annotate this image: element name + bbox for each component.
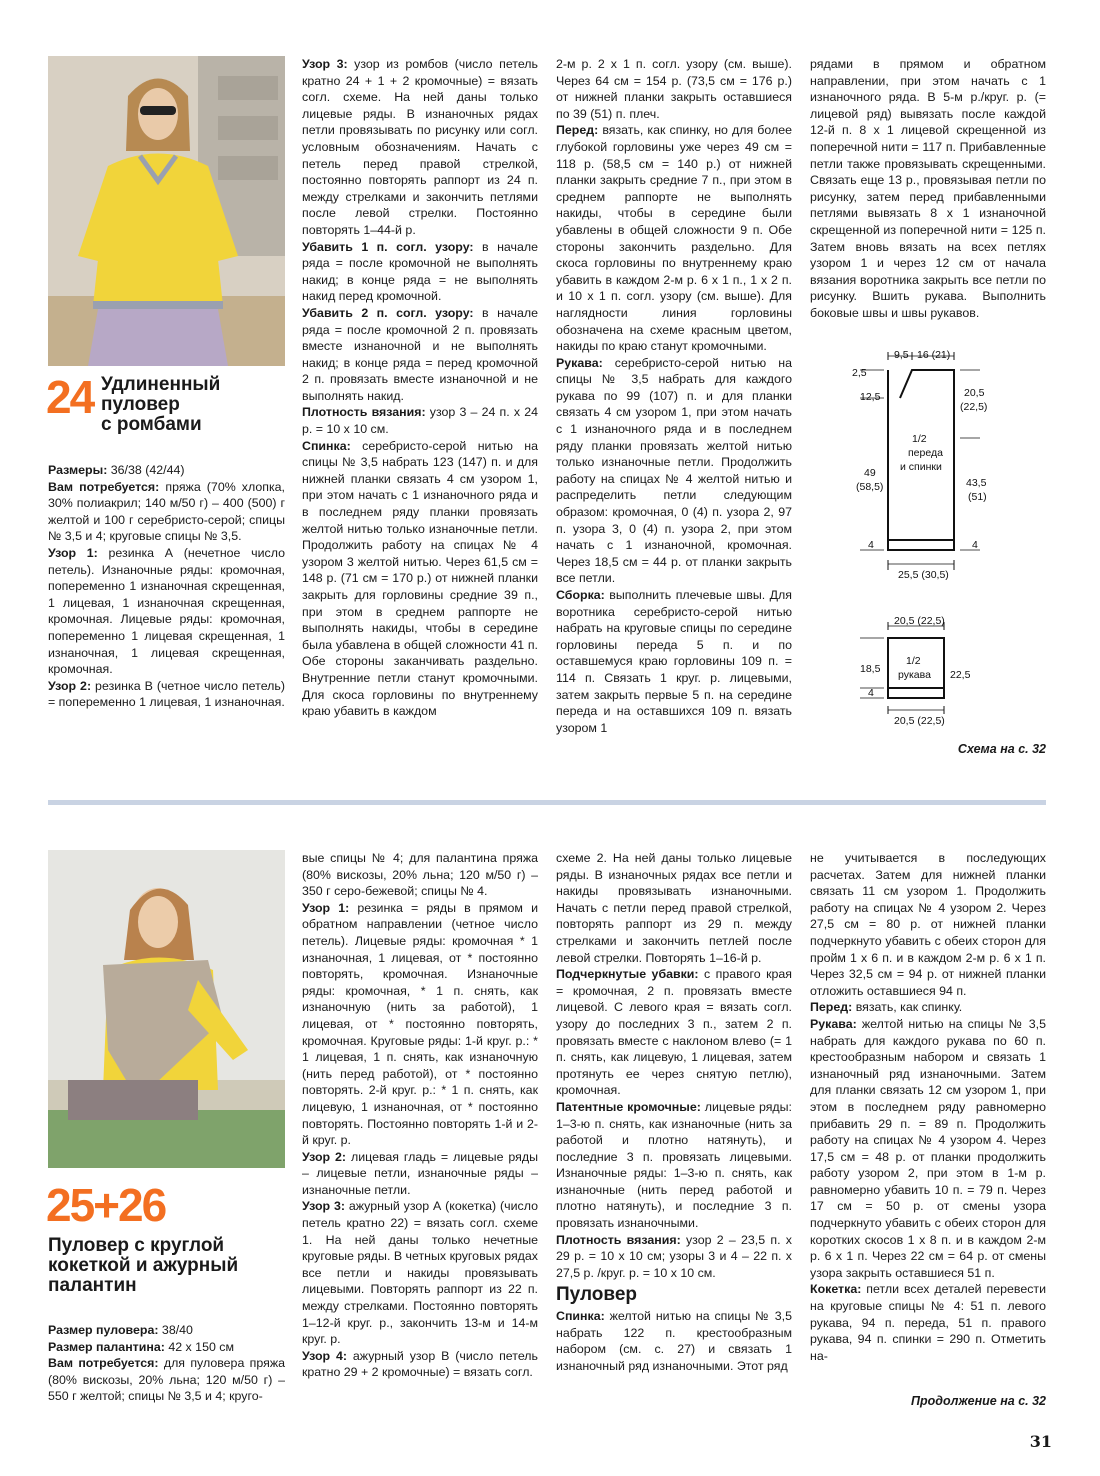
sleeve-piece (860, 615, 971, 727)
page-number: 31 (1029, 1432, 1052, 1451)
paragraph: Рукава: желтой нитью на спицы № 3,5 набрать для каждого рукава по 60 п. крестообразным набором и связать 1 изнаночный ряд изнаночными. Затем для планки связать 12 см узором 1, при этом в последнем ряду равномерно прибавить 29 п. = 89 п. Продолжить работу на спицах № 4 узором 4. Через 17,5 см = 48 р. от планки продолжить работу узором 2, при этом в 1-м р. равномерно убавить 10 п. = 79 п. Через 17 см = 50 р. от смены узора подчеркнуто убавить с обеих сторон для коротких скосов 1 х 8 п. и в каждом 2-м р. 6 х 1 п. Через 22 см = 64 р. от смены узора закрыть оставшиеся 51 п. (810, 1016, 1046, 1280)
dim-label: 9,5 (894, 349, 909, 361)
section-24-col3 (556, 56, 792, 736)
title-line: Пуловер с круглой (48, 1235, 225, 1256)
paragraph: Сборка: выполнить плечевые швы. Для воротника серебристо-серой нитью набрать на круговые спицы по середине горловины переда 5 п. и по оставшемуся краю горловины 109 п. = 114 п. Связать 1 круг. р. лицевыми, затем закрыть первые 5 п. на середине переда и на оставшихся 109 п. вязать узором 1 (556, 588, 792, 735)
paragraph: Перед: вязать, как спинку, но для более глубокой горловины уже через 49 см = 118 р. (58,5 см = 140 р.) от нижней планки закрыть средние 7 п., при этом в среднем раппорте не выполнять накиды, чтобы в середине были убавлены в общей сложности 9 п. Обе стороны закончить раздельно. Для скоса горловины по внутреннему краю убавить в каждом 2-м р. 6 х 1 п., 1 х 2 п. и 10 х 1 п. согл. узору (см. выше). Для наглядности линия горловины обозначена на схеме красным цветом, накиды по краю станут кромочными. (556, 123, 792, 354)
title-line: с ромбами (101, 414, 202, 435)
paragraph: Узор 3: ажурный узор А (кокетка) (число петель кратно 22) = вязать согл. схеме 1. На ней даны только нечетные круговые ряды. В четных круговых рядах все петли и накиды провязывать лицевыми. Повторять раппорт из 22 п. между стрелками. Постоянно повторять 1–12-й круг. р., закончить 13-м и 14-м круг. р. (302, 1199, 538, 1347)
paragraph: схеме 2. На ней даны только лицевые ряды. В изнаночных рядах все петли и накиды провязывать изнаночными. Начать с петли перед правой стрелкой, повторять раппорт из 29 п. между стрелками и закончить петлей после левой стрелки. Повторять 1–16-й р. (556, 851, 792, 965)
dim-label: 16 (21) (917, 349, 951, 361)
piece-label: 1/2 (906, 655, 921, 667)
section-24-col4 (810, 56, 1046, 322)
paragraph: Подчеркнутые убавки: с правого края = кромочная, 2 п. провязать вместе лицевой. С левого края = вязать согл. узору до последних 3 п., затем 2 п. провязать вместе с наклоном влево (= 1 п. снять, как лицевую, 1 лицевая, затем протянуть ее через снятую петлю), кромочная. (556, 967, 792, 1098)
paragraph: Узор 1: резинка = ряды в прямом и обратном направлении (четное число петель). Лицевые ряды: кромочная * 1 изнаночная, 1 лицевая, от * постоянно повторять, кромочная. Изнаночные ряды: кромочная, * 1 п. снять, как изнаночную (нить за работой), 1 лицевая, от * постоянно повторять, кромочная. Круговые ряды: 1-й круг. р.: * 1 лицевая, 1 п. снять, как изнаночную (нить перед работой), от * постоянно повторять. 2-й круг. р.: * 1 п. снять, как лицевую, 1 изнаночная, от * постоянно повторять. Постоянно повторять 1-й и 2-й круг. р. (302, 900, 538, 1148)
paragraph: 2-м р. 2 х 1 п. согл. узору (см. выше). Через 64 см = 154 р. (73,5 см = 176 р.) от нижней планки закрыть оставшиеся по 39 (51) п. плеч. (556, 57, 792, 121)
dim-label: 4 (972, 539, 978, 551)
paragraph: Спинка: серебристо-серой нитью на спицы № 3,5 набрать 123 (147) п. и для нижней планки связать 4 см узором 1, при этом начать с 1 изнаночного ряда и в последнем ряду планки провязать желтой нитью только изнаночные петли. Продолжить работу на спицах № 4 узором 3 желтой нитью. Через 61,5 см = 148 р. (71 см = 170 р.) от нижней планки закрыть для горловины средние 39 п., при этом в среднем раппорте не выполнять накиды, чтобы в середине была убавлена в общей сложности 41 п. Обе стороны заканчивать раздельно. Внутренние петли станут кромочными. Для скоса горловины по внутреннему краю убавить в каждом (302, 438, 538, 719)
paragraph: Убавить 2 п. согл. узору: в начале ряда = после кромочной 2 п. провязать вместе изнаночной и не выполнять накид; в конце ряда = перед кромочной 2 п. провязать вместе изнаночной и не выполнять накид. (302, 305, 538, 403)
paragraph: не учитывается в последующих расчетах. Затем для нижней планки связать 11 см узором 1. Продолжить работу на спицах № 4 узором 2. Через 27,5 см = 80 р. от нижней планки подчеркнуто убавить с обеих сторон для пройм 1 х 6 п. и в каждом 2-м р. 6 х 1 п. Через 32,5 см = 94 р. от нижней планки отложить оставшиеся 94 п. (810, 851, 1046, 998)
dim-label: 12,5 (860, 391, 881, 403)
section-24-title (101, 375, 220, 435)
dim-label: 4 (868, 539, 874, 551)
piece-label: и спинки (900, 461, 942, 473)
section-divider (48, 800, 1046, 805)
section-25-26-col4 (810, 850, 1046, 1364)
dim-label: 20,5 (22,5) (894, 715, 945, 727)
piece-label: переда (908, 447, 943, 459)
dim-label: 2,5 (852, 367, 867, 379)
section-24-number: 24 (46, 371, 94, 423)
section-25-26-col2 (302, 850, 538, 1381)
paragraph: Узор 2: лицевая гладь = лицевые ряды – лицевые петли, изнаночные ряды – изнаночные петли. (302, 1149, 538, 1197)
photo-yellow-pullover (48, 56, 285, 366)
paragraph: Вам потребуется: пряжа (70% хлопка, 30% полиакрил; 140 м/50 г) – 400 (500) г желтой и 100 г серебристо-серой; спицы № 3,5 и 4; круговые спицы № 3,5. (48, 479, 286, 544)
dim-label: 43,5 (966, 477, 987, 489)
piece-label: рукава (898, 669, 931, 681)
dim-label: (51) (968, 491, 987, 503)
dim-label: 49 (864, 467, 876, 479)
dim-label: 22,5 (950, 669, 971, 681)
paragraph: Спинка: желтой нитью на спицы № 3,5 набрать 122 п. крестообразным набором (см. с. 27) и связать 1 изнаночный ряд изнаночными. Этот ряд (556, 1309, 792, 1373)
dim-label: 18,5 (860, 663, 881, 675)
title-line: Удлиненный (101, 374, 221, 395)
paragraph: Перед: вязать, как спинку. (810, 1000, 963, 1015)
continuation-reference: Продолжение на с. 32 (911, 1394, 1046, 1408)
pattern-schematic (820, 338, 1046, 728)
photo-yellow-pullover-with-stole (48, 850, 285, 1168)
paragraph: Узор 1: резинка А (нечетное число петель). Изнаночные ряды: кромочная, попеременно 1 изнаночная скрещенная, 1 лицевая, 1 изнаночная скрещенная, кромочная. Лицевые ряды: кромочная, попеременно 1 лицевая скрещенная, 1 изнаночная, 1 лицевая скрещенная, кромочная. (48, 545, 285, 677)
paragraph: Размер пуловера: 38/40 (48, 1323, 193, 1337)
paragraph: Вам потребуется: для пуловера пряжа (80% вискозы, 20% льна; 120 м/50 г) – 550 г желтой; спицы № 3,5 и 4; круго- (48, 1356, 286, 1404)
paragraph: Рукава: серебристо-серой нитью на спицы № 3,5 набрать для каждого рукава по 99 (107) п. и для планки связать 4 см узором 1, при этом начать с 1 изнаночного ряда и в последнем ряду планки провязать желтой нитью только изнаночные петли. Продолжить работу на спицах № 4 желтой нитью и распределить петли следующим образом: кромочная, 0 (4) п. узора 2, 97 п. узора 3, 0 (4) п. узора 2, при этом начать с 1 изнаночной, кромочная. Через 18,5 см = 44 р. от планки закрыть все петли. (556, 355, 792, 586)
paragraph: Размеры: 36/38 (42/44) (48, 463, 185, 477)
model-illustration (48, 56, 285, 366)
schema-reference: Схема на с. 32 (957, 742, 1046, 756)
title-line: палантин (48, 1275, 137, 1296)
dim-label: 20,5 (22,5) (894, 615, 945, 627)
paragraph: вые спицы № 4; для палантина пряжа (80% вискозы, 20% льна; 120 м/50 г) – 350 г серо-бежевой; спицы № 4. (302, 851, 538, 899)
section-24-col1 (48, 462, 285, 711)
section-25-26-col1 (48, 1322, 285, 1405)
paragraph: Размер палантина: 42 х 150 см (48, 1339, 235, 1354)
dim-label: (22,5) (960, 401, 988, 413)
paragraph: Плотность вязания: узор 3 – 24 п. х 24 р. = 10 х 10 см. (302, 405, 538, 437)
paragraph: Убавить 1 п. согл. узору: в начале ряда = после кромочной не выполнять накид; в конце ряда = не выполнять накид перед кромочной. (302, 239, 538, 304)
dim-label: 25,5 (30,5) (898, 569, 949, 581)
title-line: кокеткой и ажурный (48, 1255, 239, 1276)
paragraph: Узор 2: резинка В (четное число петель) = попеременно 1 лицевая, 1 изнаночная. (48, 678, 285, 710)
paragraph: Патентные кромочные: лицевые ряды: 1–3-ю п. снять, как изнаночные (нить за работой и плотно натянуть), и последние 3 п. провязать лицевыми. Изнаночные ряды: 1–3-ю п. снять, как изнаночные (нить перед работой и плотно натянуть), и последние 3 п. провязать изнаночными. (556, 1099, 792, 1231)
dim-label: (58,5) (856, 481, 884, 493)
dim-label: 4 (868, 687, 874, 699)
paragraph: Плотность вязания: узор 2 – 23,5 п. х 29 р. = 10 х 10 см; узоры 3 и 4 – 22 п. х 27,5 р. /круг. р. = 10 х 10 см. (556, 1232, 792, 1280)
paragraph: Узор 3: узор из ромбов (число петель кратно 24 + 1 + 2 кромочные) = вязать согл. схеме. На ней даны только лицевые ряды. В изнаночных рядах петли провязывать по рисунку или согл. условным обозначениям. Начать с петель перед правой стрелкой, постоянно повторять раппорт из 24 п. между стрелками и закончить петлями после левой стрелки. Постоянно повторять 1–44-й р. (302, 57, 538, 237)
section-24-col2 (302, 56, 538, 720)
section-25-26-number: 25+26 (46, 1179, 166, 1231)
piece-label: 1/2 (912, 433, 927, 445)
title-line: пуловер (101, 394, 180, 415)
section-25-26-col3 (556, 850, 792, 1374)
model-illustration (48, 850, 285, 1168)
body-piece (852, 349, 987, 581)
dim-label: 20,5 (964, 387, 985, 399)
paragraph: Узор 4: ажурный узор В (число петель кратно 29 + 2 кромочные) = вязать согл. (302, 1348, 538, 1380)
paragraph: Кокетка: петли всех деталей перевести на круговые спицы № 4: 51 п. левого рукава, 94 п. переда, 51 п. правого рукава, 94 п. спинки = 290 п. Отметить на- (810, 1282, 1046, 1363)
paragraph: рядами в прямом и обратном направлении, при этом начать с 1 изнаночного ряда. В 5-м р./круг. р. (= лицевой ряд) вывязать после каждой 12-й п. 8 х 1 лицевой скрещенной из поперечной нити = 117 п. Прибавленные петли также провязывать скрещенными. Связать еще 13 р., провязывая петли по рисунку, затем перед прибавленными петлями вывязать 8 х 1 изнаночной скрещенной из поперечной нити = 125 п. Затем вновь вязать на всех петлях узором 1 и через 12 см от начала вязания воротника закрыть все петли по рисунку. Вшить рукава. Выполнить боковые швы и швы рукавов. (810, 57, 1046, 320)
subheading-pullover: Пуловер (556, 1284, 638, 1306)
section-25-26-title (48, 1236, 238, 1296)
